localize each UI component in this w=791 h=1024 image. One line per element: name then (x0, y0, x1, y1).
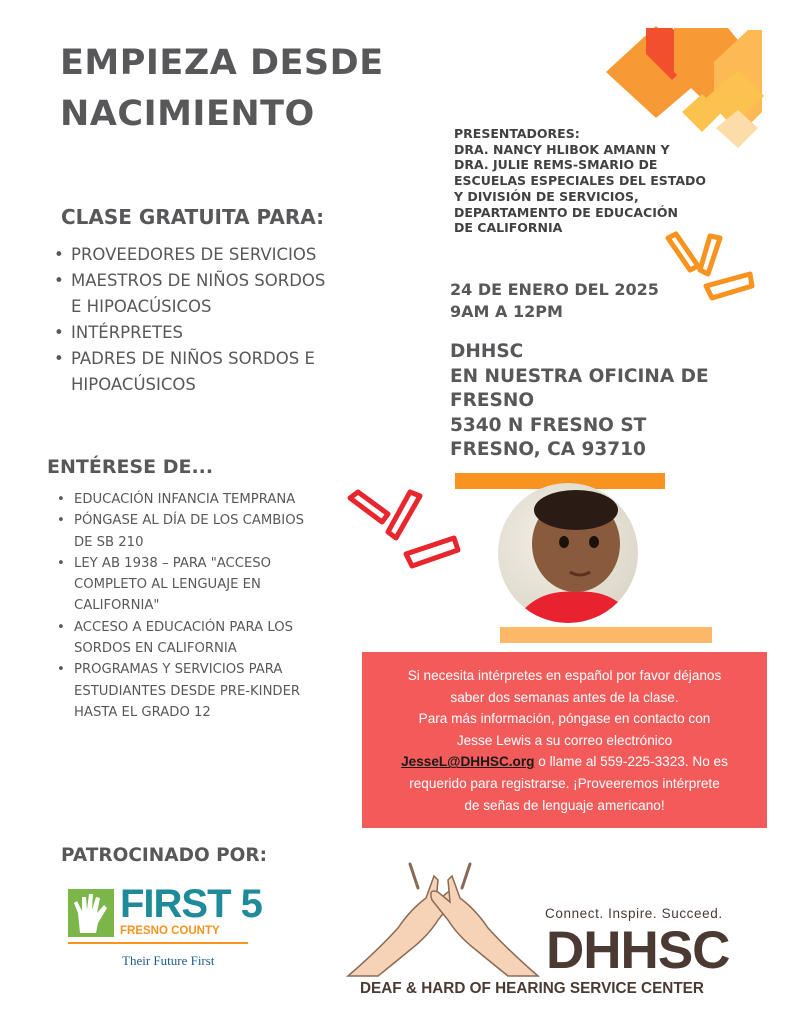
item-text: PADRES DE NIÑOS SORDOS E (71, 349, 315, 368)
location-line: FRESNO (450, 390, 535, 411)
list-item (74, 489, 304, 510)
item-text: CALIFORNIA" (74, 598, 160, 614)
orange-spark-decoration (660, 228, 760, 306)
presenters-line: DRA. NANCY HLIBOK AMANN Y (454, 141, 670, 157)
item-text: EDUCACIÓN INFANCIA TEMPRANA (74, 492, 296, 507)
first5-county: FRESNO COUNTY (120, 925, 220, 937)
first5-logo (68, 882, 262, 975)
class-audience-list (71, 242, 325, 398)
hand-icon (68, 889, 114, 937)
location-line: 5340 N FRESNO ST (450, 414, 647, 436)
first5-divider (68, 942, 248, 944)
location-line: FRESNO, CA 93710 (450, 439, 646, 460)
first5-tagline: Their Future First (122, 953, 215, 968)
list-item (71, 346, 325, 398)
notice-phone-text: o llame al 559-225-3323. No es (534, 754, 728, 770)
presenters-line: DE CALIFORNIA (454, 220, 563, 236)
learn-topics-list (74, 489, 304, 723)
learn-heading: ENTÉRESE DE... (47, 456, 214, 478)
list-item (74, 510, 304, 553)
presenters-line: ESCUELAS ESPECIALES DEL ESTADO (454, 173, 707, 189)
child-photo (490, 480, 650, 630)
item-text: MAESTROS DE NIÑOS SORDOS (71, 271, 326, 290)
presenters-line: DRA. JULIE REMS-SMARIO DE (454, 157, 658, 173)
first5-name: FIRST 5 (120, 882, 262, 926)
title-line-1: EMPIEZA DESDE (60, 43, 384, 83)
presenters-line: Y DIVISIÓN DE SERVICIOS, (454, 188, 639, 204)
notice-line: Para más información, póngase en contacto con (418, 711, 711, 727)
list-item (71, 320, 325, 346)
title-line-2: NACIMIENTO (60, 94, 315, 134)
notice-line: saber dos semanas antes de la clase. (450, 689, 679, 705)
presenters-line: PRESENTADORES: (454, 126, 580, 141)
dhhsc-name: DHHSC (546, 921, 730, 980)
item-text: PROGRAMAS Y SERVICIOS PARA (74, 662, 283, 678)
sponsors-heading: PATROCINADO POR: (61, 845, 268, 866)
class-heading: CLASE GRATUITA PARA: (61, 205, 325, 229)
event-time: 9AM A 12PM (450, 302, 563, 321)
item-text: SORDOS EN CALIFORNIA (74, 641, 237, 657)
item-text: PÓNGASE AL DÍA DE LOS CAMBIOS (74, 513, 304, 529)
notice-line: Si necesita intérpretes en español por favor déjanos (407, 668, 722, 683)
list-item (74, 553, 304, 617)
presenters-block (454, 126, 706, 236)
notice-line: requerido para registrarse. ¡Proveeremos intérprete (409, 775, 720, 791)
signing-hands-icon (338, 858, 548, 980)
list-item (71, 268, 325, 320)
item-text: ESTUDIANTES DESDE PRE-KINDER (74, 683, 301, 699)
item-text: PROVEEDORES DE SERVICIOS (71, 245, 317, 264)
presenters-line: DEPARTAMENTO DE EDUCACIÓN (454, 204, 678, 220)
notice-line: de señas de lenguaje americano! (464, 797, 665, 813)
event-datetime (450, 279, 659, 323)
item-text: INTÉRPRETES (71, 323, 183, 342)
item-text: LEY AB 1938 – PARA "ACCESO (74, 555, 272, 571)
list-item (74, 617, 304, 660)
item-text: E HIPOACÚSICOS (71, 297, 212, 316)
location-line: DHHSC (450, 341, 524, 362)
notice-line: Jesse Lewis a su correo electrónico (456, 732, 673, 748)
interpreter-notice (362, 652, 767, 828)
notice-line-email (362, 751, 767, 773)
item-text: HASTA EL GRADO 12 (74, 704, 211, 720)
list-item (71, 242, 325, 268)
event-location (450, 340, 709, 463)
dhhsc-full-name: DEAF & HARD OF HEARING SERVICE CENTER (360, 980, 704, 997)
dhhsc-tagline: Connect. Inspire. Succeed. (545, 906, 723, 921)
red-spark-decoration (344, 484, 464, 580)
item-text: ACCESO A EDUCACIÓN PARA LOS (74, 619, 293, 635)
location-line: EN NUESTRA OFICINA DE (450, 365, 709, 387)
event-date: 24 DE ENERO DEL 2025 (450, 280, 659, 299)
page-title (60, 38, 384, 140)
item-text: COMPLETO AL LENGUAJE EN (74, 577, 261, 593)
item-text: DE SB 210 (74, 534, 144, 550)
contact-email-link[interactable]: JesseL@DHHSC.org (401, 754, 535, 770)
item-text: HIPOACÚSICOS (71, 375, 196, 394)
list-item (74, 659, 304, 723)
